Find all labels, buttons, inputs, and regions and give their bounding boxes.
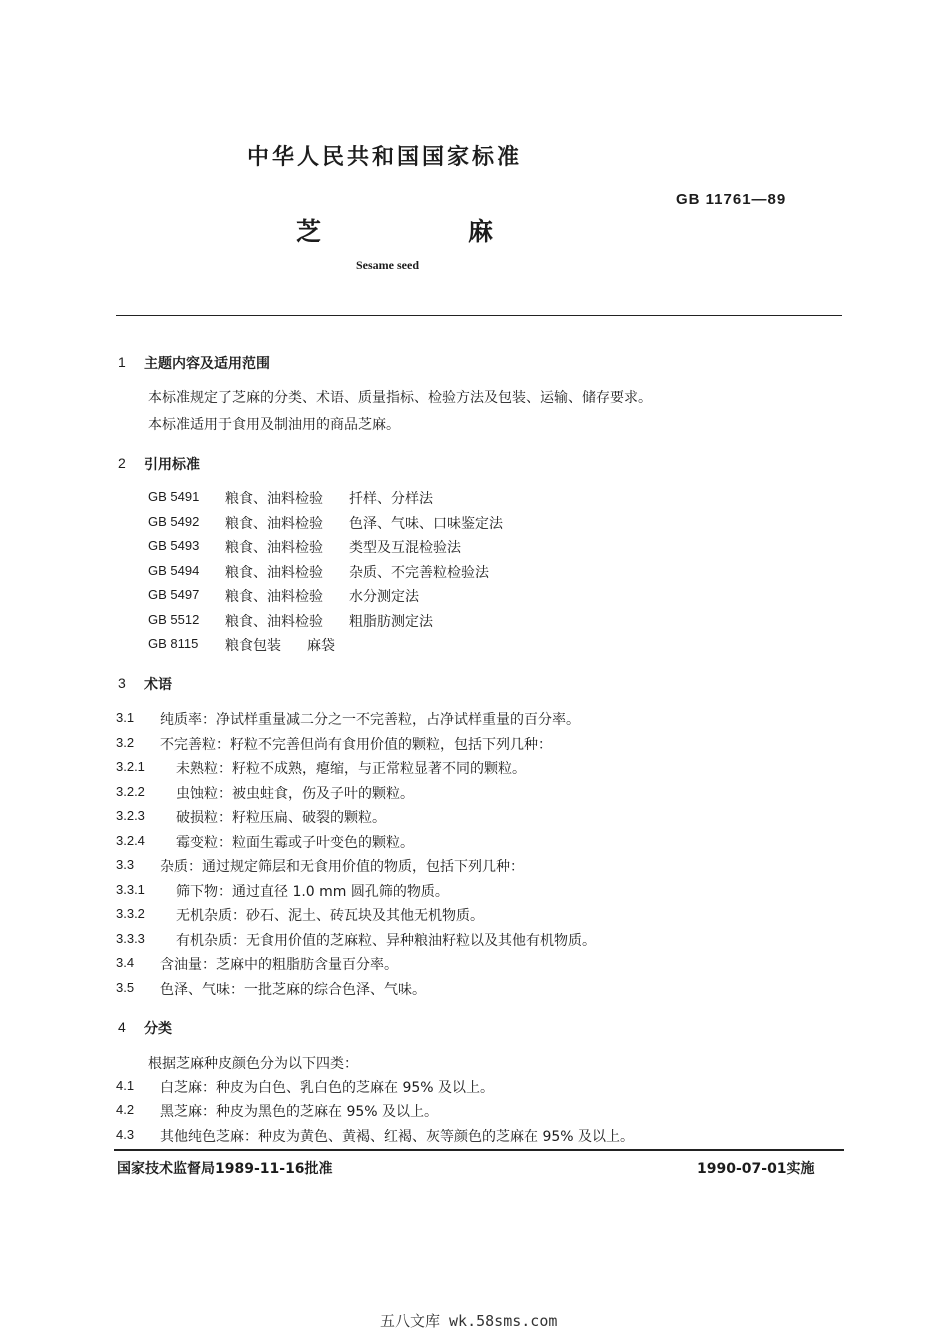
term-definition: 霉变粒：粒面生霉或子叶变色的颗粒。 [176, 835, 414, 851]
class-number: 4.3 [116, 1127, 135, 1142]
section-4-intro: 根据芝麻种皮颜色分为以下四类： [148, 1056, 358, 1072]
national-standard-heading: 中华人民共和国国家标准 [247, 145, 523, 170]
ref-method: 麻袋 [307, 638, 335, 654]
term-definition: 破损粒：籽粒压扁、破裂的颗粒。 [176, 810, 386, 826]
term-number: 3.4 [116, 955, 135, 970]
ref-category: 粮食、油料检验 [225, 589, 323, 605]
ref-category: 粮食、油料检验 [225, 491, 323, 507]
class-definition: 白芝麻：种皮为白色、乳白色的芝麻在 95% 及以上。 [160, 1080, 495, 1096]
term-definition: 筛下物：通过直径 1.0 mm 圆孔筛的物质。 [176, 884, 449, 900]
english-title: Sesame seed [356, 258, 419, 272]
ref-category: 粮食、油料检验 [225, 565, 323, 581]
ref-code: GB 8115 [148, 636, 199, 651]
section-1-title: 主题内容及适用范围 [144, 356, 270, 372]
ref-method: 水分测定法 [349, 589, 419, 605]
ref-code: GB 5491 [148, 489, 200, 504]
class-number: 4.1 [116, 1078, 135, 1093]
section-1-paragraph: 本标准规定了芝麻的分类、术语、质量指标、检验方法及包装、运输、储存要求。 [148, 390, 652, 406]
term-number: 3.1 [116, 710, 135, 725]
section-1-number: 1 [118, 354, 126, 370]
document-title-part-1: 芝 [296, 217, 322, 246]
term-definition: 色泽、气味：一批芝麻的综合色泽、气味。 [160, 982, 426, 998]
ref-category: 粮食包装 [225, 638, 281, 654]
class-number: 4.2 [116, 1102, 135, 1117]
ref-category: 粮食、油料检验 [225, 540, 323, 556]
section-3-number: 3 [118, 675, 126, 691]
term-number: 3.2.2 [116, 784, 145, 799]
ref-code: GB 5497 [148, 587, 200, 602]
section-2-number: 2 [118, 455, 126, 471]
ref-method: 杂质、不完善粒检验法 [349, 565, 489, 581]
term-number: 3.3.1 [116, 882, 145, 897]
class-definition: 黑芝麻：种皮为黑色的芝麻在 95% 及以上。 [160, 1104, 439, 1120]
term-definition: 未熟粒：籽粒不成熟，瘪缩，与正常粒显著不同的颗粒。 [176, 761, 526, 777]
term-definition: 有机杂质：无食用价值的芝麻粒、异种粮油籽粒以及其他有机物质。 [176, 933, 596, 949]
term-number: 3.2.4 [116, 833, 145, 848]
term-definition: 无机杂质：砂石、泥土、砖瓦块及其他无机物质。 [176, 908, 484, 924]
term-number: 3.3 [116, 857, 135, 872]
ref-code: GB 5492 [148, 514, 200, 529]
term-number: 3.2 [116, 735, 135, 750]
ref-category: 粮食、油料检验 [225, 516, 323, 532]
term-number: 3.2.1 [116, 759, 145, 774]
term-definition: 纯质率：净试样重量减二分之一不完善粒，占净试样重量的百分率。 [160, 712, 580, 728]
ref-method: 粗脂肪测定法 [349, 614, 433, 630]
site-watermark: 五八文库 wk.58sms.com [380, 1312, 558, 1330]
term-number: 3.3.3 [116, 931, 145, 946]
ref-method: 类型及互混检验法 [349, 540, 461, 556]
header-divider [116, 315, 842, 316]
ref-category: 粮食、油料检验 [225, 614, 323, 630]
ref-code: GB 5512 [148, 612, 200, 627]
effective-date: 1990-07-01实施 [697, 1161, 815, 1177]
standard-code: GB 11761—89 [676, 191, 787, 208]
section-1-paragraph: 本标准适用于食用及制油用的商品芝麻。 [148, 417, 400, 433]
ref-code: GB 5494 [148, 563, 200, 578]
term-number: 3.5 [116, 980, 135, 995]
approval-date: 国家技术监督局1989-11-16批准 [117, 1161, 333, 1177]
section-4-number: 4 [118, 1019, 126, 1035]
section-4-title: 分类 [144, 1021, 172, 1037]
ref-method: 扦样、分样法 [349, 491, 433, 507]
ref-method: 色泽、气味、口味鉴定法 [349, 516, 503, 532]
section-3-title: 术语 [144, 677, 172, 693]
term-number: 3.3.2 [116, 906, 145, 921]
term-definition: 含油量：芝麻中的粗脂肪含量百分率。 [160, 957, 398, 973]
term-definition: 杂质：通过规定筛层和无食用价值的物质，包括下列几种： [160, 859, 524, 875]
term-number: 3.2.3 [116, 808, 145, 823]
footer-divider [114, 1149, 844, 1151]
ref-code: GB 5493 [148, 538, 200, 553]
document-title-part-2: 麻 [468, 217, 494, 246]
class-definition: 其他纯色芝麻：种皮为黄色、黄褐、红褐、灰等颜色的芝麻在 95% 及以上。 [160, 1129, 635, 1145]
term-definition: 虫蚀粒：被虫蛀食，伤及子叶的颗粒。 [176, 786, 414, 802]
term-definition: 不完善粒：籽粒不完善但尚有食用价值的颗粒，包括下列几种： [160, 737, 552, 753]
section-2-title: 引用标准 [144, 457, 200, 473]
